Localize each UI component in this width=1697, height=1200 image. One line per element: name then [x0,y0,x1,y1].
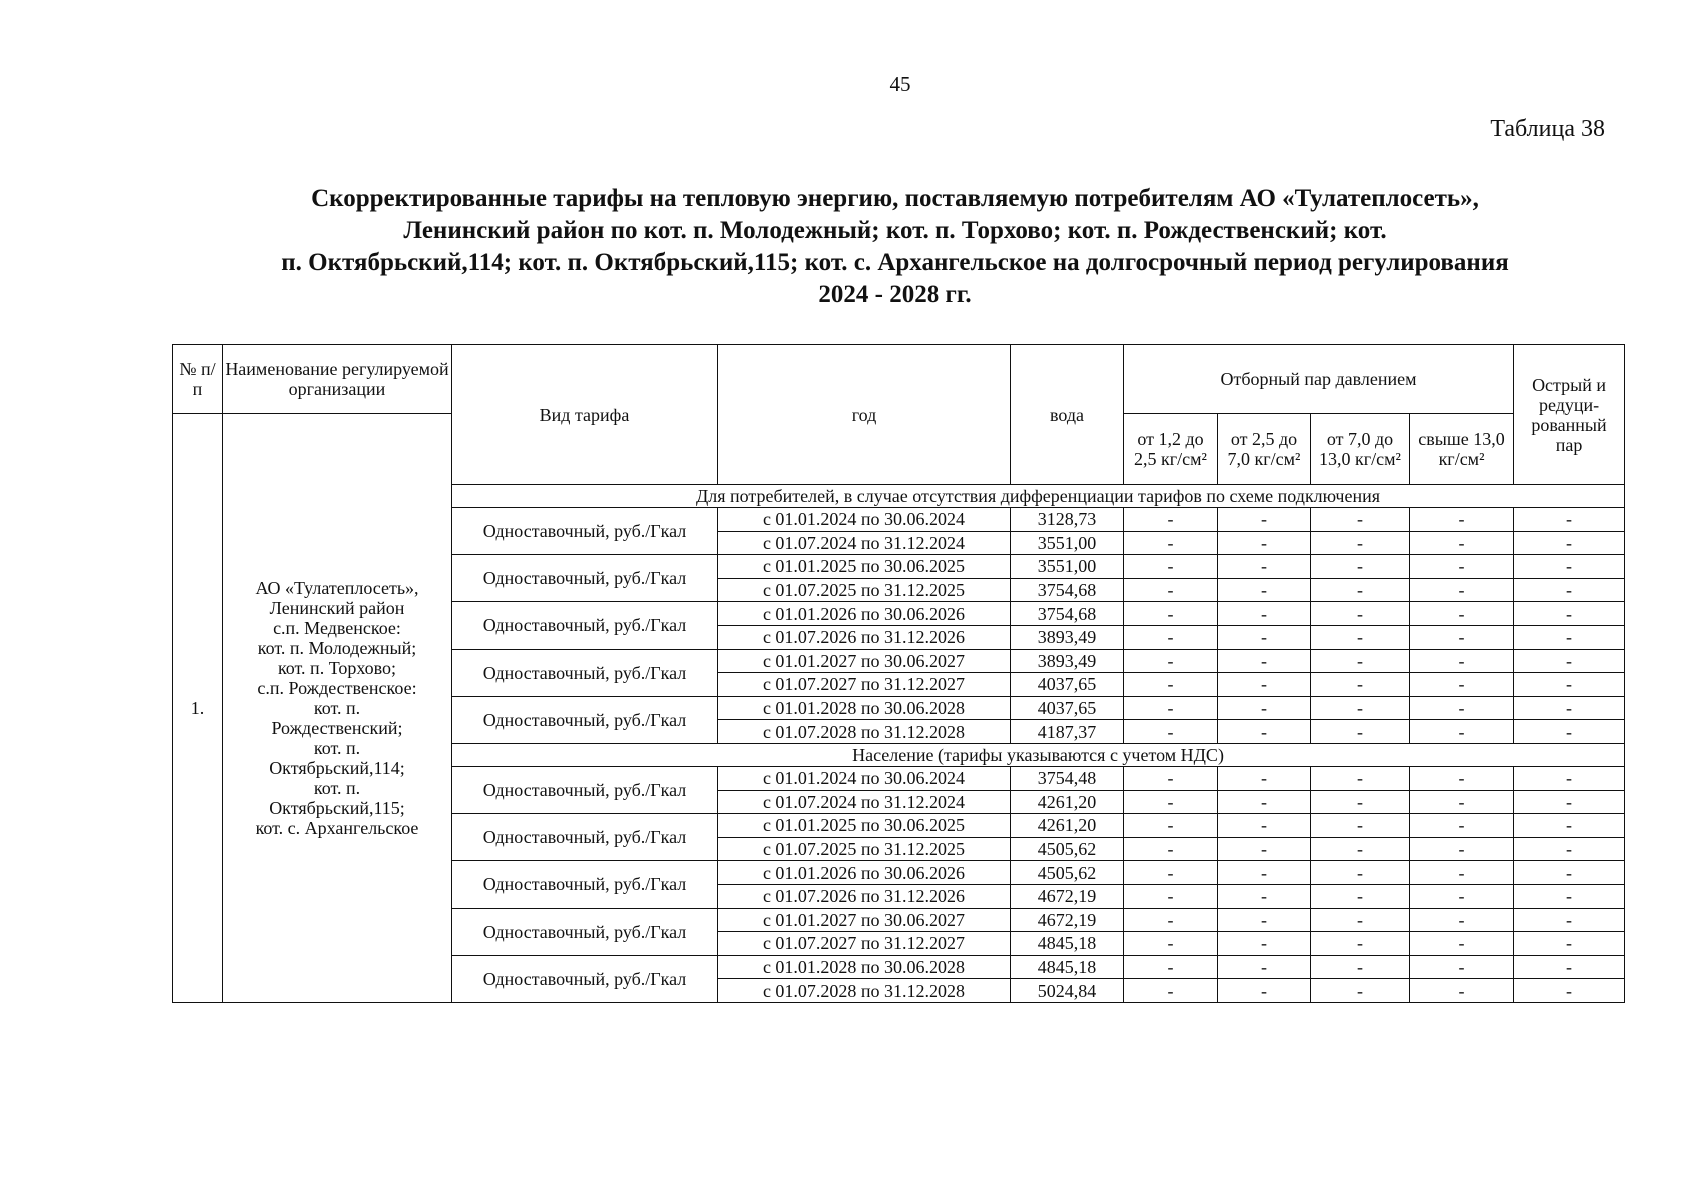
period-cell: с 01.01.2025 по 30.06.2025 [718,814,1011,838]
page-number: 45 [889,72,911,96]
row-number: 1. [173,414,223,1003]
water-tariff-cell: 4037,65 [1011,696,1124,720]
period-cell: с 01.07.2024 по 31.12.2024 [718,790,1011,814]
empty-tariff-cell: - [1410,790,1514,814]
empty-tariff-cell: - [1124,531,1218,555]
organization-line: кот. п. [313,737,361,758]
header-water: вода [1011,345,1124,485]
organization-line: с.п. Медвенское: [273,617,401,638]
organization-line: Рождественский; [271,717,403,738]
empty-tariff-cell: - [1311,814,1410,838]
empty-tariff-cell: - [1124,649,1218,673]
empty-tariff-cell: - [1514,908,1625,932]
organization-line: Октябрьский,114; [269,757,405,778]
empty-tariff-cell: - [1410,602,1514,626]
organization-line: Ленинский район [269,597,405,618]
header-tariff-type: Вид тарифа [452,345,718,485]
water-tariff-cell: 4845,18 [1011,932,1124,956]
period-cell: с 01.07.2028 по 31.12.2028 [718,979,1011,1003]
empty-tariff-cell: - [1311,649,1410,673]
period-cell: с 01.07.2025 по 31.12.2025 [718,837,1011,861]
title-line: п. Октябрьский,114; кот. п. Октябрьский,115; кот. с. Архангельское на долгосрочный период регулирования [281,249,1509,276]
header-sharp-steam: Острый и редуци-рованный пар [1514,345,1625,485]
empty-tariff-cell: - [1218,814,1311,838]
empty-tariff-cell: - [1124,837,1218,861]
water-tariff-cell: 4505,62 [1011,861,1124,885]
empty-tariff-cell: - [1218,837,1311,861]
header-steam-2: от 2,5 до 7,0 кг/см² [1218,414,1311,485]
title-line: Ленинский район по кот. п. Молодежный; кот. п. Торхово; кот. п. Рождественский; кот. [403,217,1387,244]
empty-tariff-cell: - [1311,766,1410,790]
header-steam-4: свыше 13,0 кг/см² [1410,414,1514,485]
empty-tariff-cell: - [1124,578,1218,602]
section-title: Население (тарифы указываются с учетом НДС) [452,743,1625,766]
water-tariff-cell: 4037,65 [1011,673,1124,697]
header-steam-1: от 1,2 до 2,5 кг/см² [1124,414,1218,485]
title-line: Скорректированные тарифы на тепловую энергию, поставляемую потребителям АО «Тулатеплосеть», [311,185,1479,212]
empty-tariff-cell: - [1311,696,1410,720]
empty-tariff-cell: - [1311,720,1410,744]
empty-tariff-cell: - [1410,720,1514,744]
empty-tariff-cell: - [1514,955,1625,979]
tariff-type-cell: Одноставочный, руб./Гкал [452,908,718,955]
header-num: № п/п [173,345,223,414]
empty-tariff-cell: - [1311,602,1410,626]
period-cell: с 01.07.2026 по 31.12.2026 [718,884,1011,908]
empty-tariff-cell: - [1218,696,1311,720]
organization-line: АО «Тулатеплосеть», [255,577,419,598]
empty-tariff-cell: - [1514,531,1625,555]
water-tariff-cell: 4261,20 [1011,790,1124,814]
title-line: 2024 - 2028 гг. [818,281,972,308]
empty-tariff-cell: - [1410,696,1514,720]
tariff-table [172,344,1625,1003]
empty-tariff-cell: - [1124,884,1218,908]
period-cell: с 01.07.2025 по 31.12.2025 [718,578,1011,602]
header-year: год [718,345,1011,485]
empty-tariff-cell: - [1218,932,1311,956]
water-tariff-cell: 3893,49 [1011,625,1124,649]
empty-tariff-cell: - [1514,625,1625,649]
empty-tariff-cell: - [1311,837,1410,861]
empty-tariff-cell: - [1218,979,1311,1003]
empty-tariff-cell: - [1514,649,1625,673]
tariff-type-cell: Одноставочный, руб./Гкал [452,602,718,649]
empty-tariff-cell: - [1514,555,1625,579]
organization-line: кот. п. [313,777,361,798]
empty-tariff-cell: - [1514,720,1625,744]
water-tariff-cell: 3754,68 [1011,578,1124,602]
water-tariff-cell: 3893,49 [1011,649,1124,673]
empty-tariff-cell: - [1410,649,1514,673]
empty-tariff-cell: - [1514,696,1625,720]
empty-tariff-cell: - [1218,766,1311,790]
empty-tariff-cell: - [1514,508,1625,532]
empty-tariff-cell: - [1514,766,1625,790]
empty-tariff-cell: - [1218,508,1311,532]
empty-tariff-cell: - [1218,531,1311,555]
empty-tariff-cell: - [1410,884,1514,908]
empty-tariff-cell: - [1410,908,1514,932]
organization-line: кот. п. Торхово; [277,657,397,678]
empty-tariff-cell: - [1311,578,1410,602]
water-tariff-cell: 4672,19 [1011,884,1124,908]
water-tariff-cell: 3128,73 [1011,508,1124,532]
empty-tariff-cell: - [1410,578,1514,602]
empty-tariff-cell: - [1218,602,1311,626]
empty-tariff-cell: - [1410,814,1514,838]
empty-tariff-cell: - [1514,932,1625,956]
table-title [150,183,1640,311]
empty-tariff-cell: - [1124,979,1218,1003]
period-cell: с 01.01.2027 по 30.06.2027 [718,908,1011,932]
table-label: Таблица 38 [1490,116,1605,142]
empty-tariff-cell: - [1218,720,1311,744]
empty-tariff-cell: - [1218,955,1311,979]
empty-tariff-cell: - [1410,508,1514,532]
period-cell: с 01.07.2026 по 31.12.2026 [718,625,1011,649]
empty-tariff-cell: - [1311,979,1410,1003]
water-tariff-cell: 4845,18 [1011,955,1124,979]
organization-name [223,414,452,1003]
empty-tariff-cell: - [1410,861,1514,885]
empty-tariff-cell: - [1124,908,1218,932]
water-tariff-cell: 5024,84 [1011,979,1124,1003]
period-cell: с 01.01.2026 по 30.06.2026 [718,602,1011,626]
empty-tariff-cell: - [1124,766,1218,790]
organization-line: Октябрьский,115; [269,797,405,818]
empty-tariff-cell: - [1218,578,1311,602]
empty-tariff-cell: - [1218,884,1311,908]
tariff-type-cell: Одноставочный, руб./Гкал [452,696,718,743]
empty-tariff-cell: - [1311,932,1410,956]
empty-tariff-cell: - [1218,790,1311,814]
period-cell: с 01.07.2028 по 31.12.2028 [718,720,1011,744]
empty-tariff-cell: - [1311,908,1410,932]
tariff-type-cell: Одноставочный, руб./Гкал [452,814,718,861]
empty-tariff-cell: - [1311,861,1410,885]
empty-tariff-cell: - [1218,908,1311,932]
empty-tariff-cell: - [1218,555,1311,579]
period-cell: с 01.07.2027 по 31.12.2027 [718,673,1011,697]
water-tariff-cell: 3551,00 [1011,555,1124,579]
empty-tariff-cell: - [1218,649,1311,673]
header-org: Наименование регулируемой организации [223,345,452,414]
empty-tariff-cell: - [1514,673,1625,697]
empty-tariff-cell: - [1124,696,1218,720]
tariff-type-cell: Одноставочный, руб./Гкал [452,766,718,813]
empty-tariff-cell: - [1514,790,1625,814]
empty-tariff-cell: - [1311,508,1410,532]
water-tariff-cell: 4672,19 [1011,908,1124,932]
empty-tariff-cell: - [1311,884,1410,908]
organization-line: кот. п. Молодежный; [257,637,417,658]
period-cell: с 01.01.2028 по 30.06.2028 [718,696,1011,720]
empty-tariff-cell: - [1410,837,1514,861]
empty-tariff-cell: - [1514,837,1625,861]
header-steam-group: Отборный пар давлением [1124,345,1514,414]
empty-tariff-cell: - [1514,884,1625,908]
empty-tariff-cell: - [1410,766,1514,790]
period-cell: с 01.01.2026 по 30.06.2026 [718,861,1011,885]
period-cell: с 01.01.2028 по 30.06.2028 [718,955,1011,979]
water-tariff-cell: 4261,20 [1011,814,1124,838]
tariff-type-cell: Одноставочный, руб./Гкал [452,649,718,696]
water-tariff-cell: 4187,37 [1011,720,1124,744]
period-cell: с 01.07.2024 по 31.12.2024 [718,531,1011,555]
water-tariff-cell: 3551,00 [1011,531,1124,555]
empty-tariff-cell: - [1124,955,1218,979]
empty-tariff-cell: - [1124,602,1218,626]
empty-tariff-cell: - [1124,932,1218,956]
empty-tariff-cell: - [1124,555,1218,579]
empty-tariff-cell: - [1218,861,1311,885]
empty-tariff-cell: - [1124,673,1218,697]
empty-tariff-cell: - [1410,555,1514,579]
empty-tariff-cell: - [1410,932,1514,956]
water-tariff-cell: 3754,68 [1011,602,1124,626]
empty-tariff-cell: - [1410,625,1514,649]
organization-line: кот. п. [313,697,361,718]
empty-tariff-cell: - [1514,602,1625,626]
empty-tariff-cell: - [1311,955,1410,979]
period-cell: с 01.01.2025 по 30.06.2025 [718,555,1011,579]
empty-tariff-cell: - [1311,790,1410,814]
empty-tariff-cell: - [1218,673,1311,697]
water-tariff-cell: 4505,62 [1011,837,1124,861]
empty-tariff-cell: - [1514,814,1625,838]
empty-tariff-cell: - [1311,555,1410,579]
organization-line: с.п. Рождественское: [257,677,417,698]
empty-tariff-cell: - [1410,531,1514,555]
empty-tariff-cell: - [1410,955,1514,979]
empty-tariff-cell: - [1311,625,1410,649]
tariff-type-cell: Одноставочный, руб./Гкал [452,555,718,602]
tariff-type-cell: Одноставочный, руб./Гкал [452,955,718,1002]
organization-line: кот. с. Архангельское [255,817,419,838]
empty-tariff-cell: - [1311,531,1410,555]
empty-tariff-cell: - [1124,861,1218,885]
empty-tariff-cell: - [1410,979,1514,1003]
tariff-type-cell: Одноставочный, руб./Гкал [452,861,718,908]
empty-tariff-cell: - [1514,979,1625,1003]
empty-tariff-cell: - [1514,861,1625,885]
period-cell: с 01.01.2024 по 30.06.2024 [718,766,1011,790]
section-title: Для потребителей, в случае отсутствия дифференциации тарифов по схеме подключения [452,485,1625,508]
empty-tariff-cell: - [1124,508,1218,532]
header-steam-3: от 7,0 до 13,0 кг/см² [1311,414,1410,485]
empty-tariff-cell: - [1124,625,1218,649]
empty-tariff-cell: - [1218,625,1311,649]
empty-tariff-cell: - [1514,578,1625,602]
empty-tariff-cell: - [1124,720,1218,744]
empty-tariff-cell: - [1311,673,1410,697]
tariff-type-cell: Одноставочный, руб./Гкал [452,508,718,555]
empty-tariff-cell: - [1124,814,1218,838]
water-tariff-cell: 3754,48 [1011,766,1124,790]
period-cell: с 01.07.2027 по 31.12.2027 [718,932,1011,956]
empty-tariff-cell: - [1124,790,1218,814]
empty-tariff-cell: - [1410,673,1514,697]
period-cell: с 01.01.2024 по 30.06.2024 [718,508,1011,532]
period-cell: с 01.01.2027 по 30.06.2027 [718,649,1011,673]
